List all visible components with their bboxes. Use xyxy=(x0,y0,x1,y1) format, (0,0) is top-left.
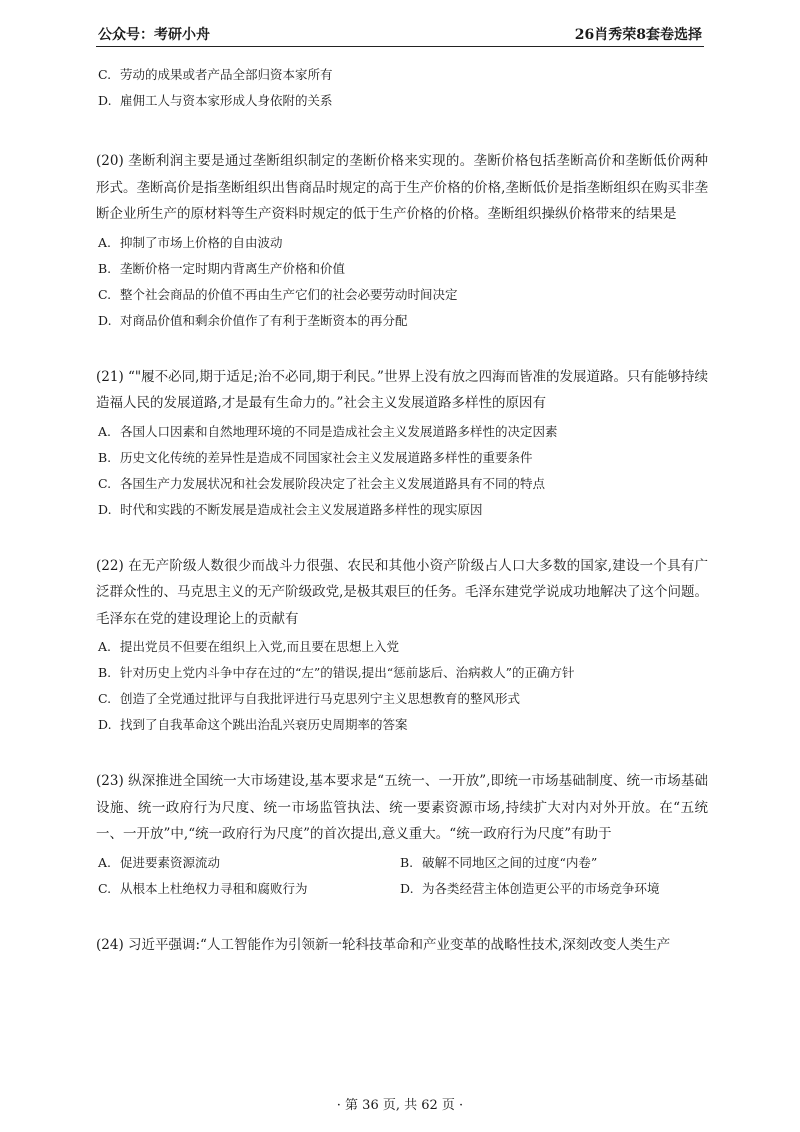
option-text: 促进要素资源流动 xyxy=(120,854,221,870)
question-23 xyxy=(96,768,708,902)
option-text: 垄断价格一定时期内背离生产价格和价值 xyxy=(120,260,346,276)
question-stem: (23) 纵深推进全国统一大市场建设,基本要求是“五统一、一开放”,即统一市场基础制度、统一市场基础设施、统一政府行为尺度、统一市场监管执法、统一要素资源市场,持续扩大对内对外开放。在“五统一、一开放”中,“统一政府行为尺度”的首次提出,意义重大。“统一政府行为尺度”有助于 xyxy=(96,773,708,842)
option-label: A. xyxy=(98,234,112,250)
option-text: 整个社会商品的价值不再由生产它们的社会必要劳动时间决定 xyxy=(120,286,458,302)
option-text: 针对历史上党内斗争中存在过的“左”的错误,提出“惩前毖后、治病救人”的正确方针 xyxy=(120,665,575,680)
question-22 xyxy=(96,553,708,739)
option-c xyxy=(96,282,708,308)
option-text: 提出党员不但要在组织上入党,而且要在思想上入党 xyxy=(120,639,399,654)
option-label: D. xyxy=(98,501,112,517)
page-number: · 第 36 页, 共 62 页 · xyxy=(336,1098,464,1113)
option-label: C. xyxy=(98,880,112,896)
option-c xyxy=(96,62,708,88)
option-label: C. xyxy=(98,67,112,82)
option-label: C. xyxy=(98,286,112,302)
option-b xyxy=(398,850,708,876)
option-text: 对商品价值和剩余价值作了有利于垄断资本的再分配 xyxy=(120,312,408,328)
option-a xyxy=(96,850,398,876)
question-stem: (20) 垄断利润主要是通过垄断组织制定的垄断价格来实现的。垄断价格包括垄断高价和垄断低价两种形式。垄断高价是指垄断组织出售商品时规定的高于生产价格的价格,垄断低价是指垄断组织在购买非垄断企业所生产的原材料等生产资料时规定的低于生产价格的价格。垄断组织操纵价格带来的结果是 xyxy=(96,153,708,222)
option-label: B. xyxy=(98,449,112,465)
option-text: 历史文化传统的差异性是造成不同国家社会主义发展道路多样性的重要条件 xyxy=(120,449,533,465)
option-c xyxy=(96,471,708,497)
option-text: 抑制了市场上价格的自由波动 xyxy=(120,234,283,250)
option-label: D. xyxy=(98,93,112,108)
option-text: 创造了全党通过批评与自我批评进行马克思列宁主义思想教育的整风形式 xyxy=(120,691,521,706)
question-stem: (21) “"履不必同,期于适足;治不必同,期于利民。”世界上没有放之四海而皆准的发展道路。只有能够持续造福人民的发展道路,才是最有生命力的。”社会主义发展道路多样性的原因有 xyxy=(96,368,708,411)
option-text: 各国生产力发展状况和社会发展阶段决定了社会主义发展道路具有不同的特点 xyxy=(120,475,546,491)
option-text: 时代和实践的不断发展是造成社会主义发展道路多样性的现实原因 xyxy=(120,501,483,517)
option-d xyxy=(96,88,708,114)
option-d xyxy=(96,712,708,738)
option-label: B. xyxy=(400,854,414,870)
option-text: 雇佣工人与资本家形成人身依附的关系 xyxy=(120,93,333,108)
option-a xyxy=(96,634,708,660)
question-24 xyxy=(96,932,708,959)
option-text: 为各类经营主体创造更公平的市场竞争环境 xyxy=(422,880,660,896)
question-stem: (22) 在无产阶级人数很少而战斗力很强、农民和其他小资产阶级占人口大多数的国家,建设一个具有广泛群众性的、马克思主义的无产阶级政党,是极其艰巨的任务。毛泽东建党学说成功地解决了这个问题。毛泽东在党的建设理论上的贡献有 xyxy=(96,557,708,627)
question-stem: (24) 习近平强调:“人工智能作为引领新一轮科技革命和产业变革的战略性技术,深刻改变人类生产 xyxy=(96,936,671,953)
option-c xyxy=(96,876,398,902)
options-grid xyxy=(96,850,708,902)
header-source: 公众号：考研小舟 xyxy=(98,27,210,43)
option-d xyxy=(96,497,708,523)
option-b xyxy=(96,445,708,471)
option-a xyxy=(96,419,708,445)
option-b xyxy=(96,256,708,282)
option-text: 劳动的成果或者产品全部归资本家所有 xyxy=(120,67,333,82)
option-label: B. xyxy=(98,260,112,276)
page-content xyxy=(96,62,708,960)
option-label: D. xyxy=(98,312,112,328)
page-header xyxy=(96,24,704,47)
option-label: A. xyxy=(98,423,112,439)
option-label: D. xyxy=(98,717,112,732)
option-c xyxy=(96,686,708,712)
option-label: C. xyxy=(98,475,112,491)
header-title: 26肖秀荣8套卷选择 xyxy=(574,27,702,43)
option-label: C. xyxy=(98,691,112,706)
option-label: B. xyxy=(98,665,112,680)
option-label: A. xyxy=(98,639,112,654)
option-text: 从根本上杜绝权力寻租和腐败行为 xyxy=(120,880,308,896)
option-label: D. xyxy=(400,880,414,896)
question-20 xyxy=(96,148,708,334)
option-a xyxy=(96,230,708,256)
option-text: 各国人口因素和自然地理环境的不同是造成社会主义发展道路多样性的决定因素 xyxy=(120,423,558,439)
option-d xyxy=(398,876,708,902)
option-text: 破解不同地区之间的过度“内卷” xyxy=(422,854,598,870)
option-label: A. xyxy=(98,854,112,870)
option-text: 找到了自我革命这个跳出治乱兴衰历史周期率的答案 xyxy=(120,717,408,732)
option-d xyxy=(96,308,708,334)
option-b xyxy=(96,660,708,686)
prev-question-options xyxy=(96,62,708,114)
question-21 xyxy=(96,364,708,523)
